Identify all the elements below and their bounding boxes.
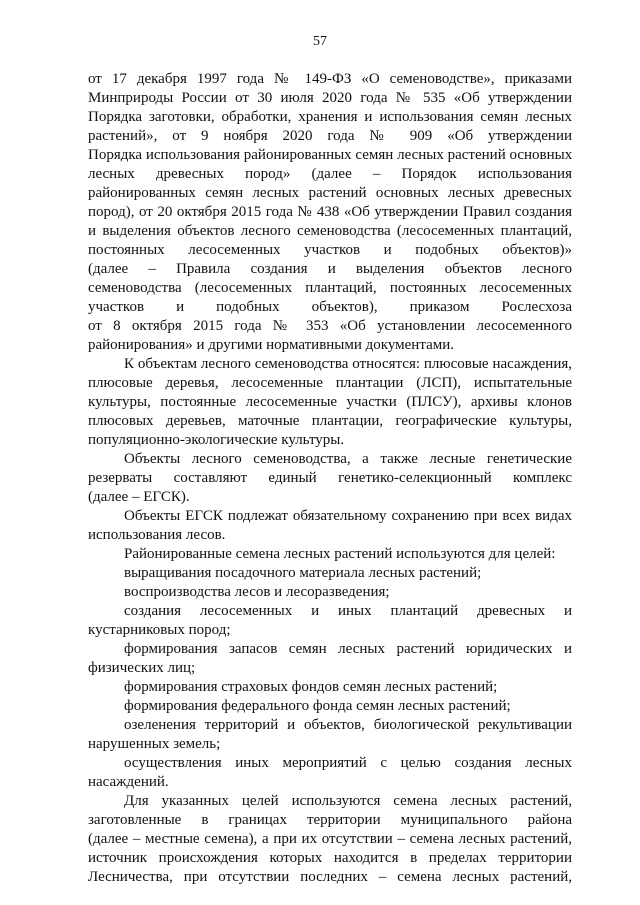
text-line: Лесничества, при отсутствии последних – семена лесных растений, bbox=[88, 869, 572, 885]
text-line: популяционно-экологические культуры. bbox=[88, 432, 345, 448]
text-line: формирования страховых фондов семян лесных растений; bbox=[124, 679, 498, 695]
text-line: резерваты составляют единый генетико-селекционный комплекс bbox=[88, 470, 572, 486]
text-line: Для указанных целей используются семена лесных растений, bbox=[124, 793, 572, 809]
text-line: Порядка использования районированных семян лесных растений основных bbox=[88, 147, 573, 163]
text-line: Объекты лесного семеноводства, а также лесные генетические bbox=[124, 451, 572, 467]
text-line: пород), от 20 октября 2015 года № 438 «Об утверждении Правил создания bbox=[88, 204, 572, 220]
text-line: и выделения объектов лесного семеноводства (лесосеменных плантаций, bbox=[88, 223, 572, 239]
text-line: районированных семян лесных растений основных лесных древесных bbox=[88, 185, 572, 201]
text-line: районирования» и другими нормативными документами. bbox=[88, 337, 454, 353]
text-line: создания лесосеменных и иных плантаций древесных и bbox=[124, 603, 572, 619]
text-line: плюсовых деревьев, маточные плантации, географические культуры, bbox=[88, 413, 572, 429]
text-line: формирования федерального фонда семян лесных растений; bbox=[124, 698, 511, 714]
text-line: насаждений. bbox=[88, 774, 169, 790]
text-line: кустарниковых пород; bbox=[88, 622, 231, 638]
text-line: формирования запасов семян лесных растений юридических и bbox=[124, 641, 572, 657]
text-line: использования лесов. bbox=[88, 527, 226, 543]
text-line: Районированные семена лесных растений используются для целей: bbox=[124, 546, 556, 562]
text-line: заготовленные в границах территории муниципального района bbox=[88, 812, 572, 828]
text-line: плюсовые деревья, лесосеменные плантации (ЛСП), испытательные bbox=[88, 375, 572, 391]
text-line: культуры, постоянные лесосеменные участки (ПЛСУ), архивы клонов bbox=[88, 394, 572, 410]
text-line: К объектам лесного семеноводства относятся: плюсовые насаждения, bbox=[124, 356, 572, 372]
text-line: выращивания посадочного материала лесных растений; bbox=[124, 565, 482, 581]
text-line: осуществления иных мероприятий с целью создания лесных bbox=[124, 755, 572, 771]
text-line: (далее – местные семена), а при их отсутствии – семена лесных растений, bbox=[88, 831, 572, 847]
text-line: Порядка заготовки, обработки, хранения и использования семян лесных bbox=[88, 109, 572, 125]
text-line: постоянных лесосеменных участков и подобных объектов)» bbox=[88, 242, 572, 258]
text-line: от 17 декабря 1997 года № 149-ФЗ «О семеноводстве», приказами bbox=[88, 71, 572, 87]
text-line: лесных древесных пород» (далее – Порядок использования bbox=[88, 166, 572, 182]
text-line: физических лиц; bbox=[88, 660, 196, 676]
text-line: источник происхождения которых находится в пределах территории bbox=[88, 850, 572, 866]
text-line: растений», от 9 ноября 2020 года № 909 «Об утверждении bbox=[88, 128, 572, 144]
text-line: нарушенных земель; bbox=[88, 736, 221, 752]
text-line: (далее – ЕГСК). bbox=[88, 489, 190, 505]
text-line: семеноводства (лесосеменных плантаций, постоянных лесосеменных bbox=[88, 280, 572, 296]
page-number: 57 bbox=[313, 34, 327, 49]
text-line: озеленения территорий и объектов, биологической рекультивации bbox=[124, 717, 572, 733]
text-line: от 8 октября 2015 года № 353 «Об установлении лесосеменного bbox=[88, 318, 572, 334]
text-line: Объекты ЕГСК подлежат обязательному сохранению при всех видах bbox=[124, 508, 572, 524]
text-line: (далее – Правила создания и выделения объектов лесного bbox=[88, 261, 572, 277]
text-line: Минприроды России от 30 июля 2020 года № 535 «Об утверждении bbox=[88, 90, 572, 106]
text-line: участков и подобных объектов), приказом Рослесхоза bbox=[88, 299, 572, 315]
text-line: воспроизводства лесов и лесоразведения; bbox=[124, 584, 390, 600]
